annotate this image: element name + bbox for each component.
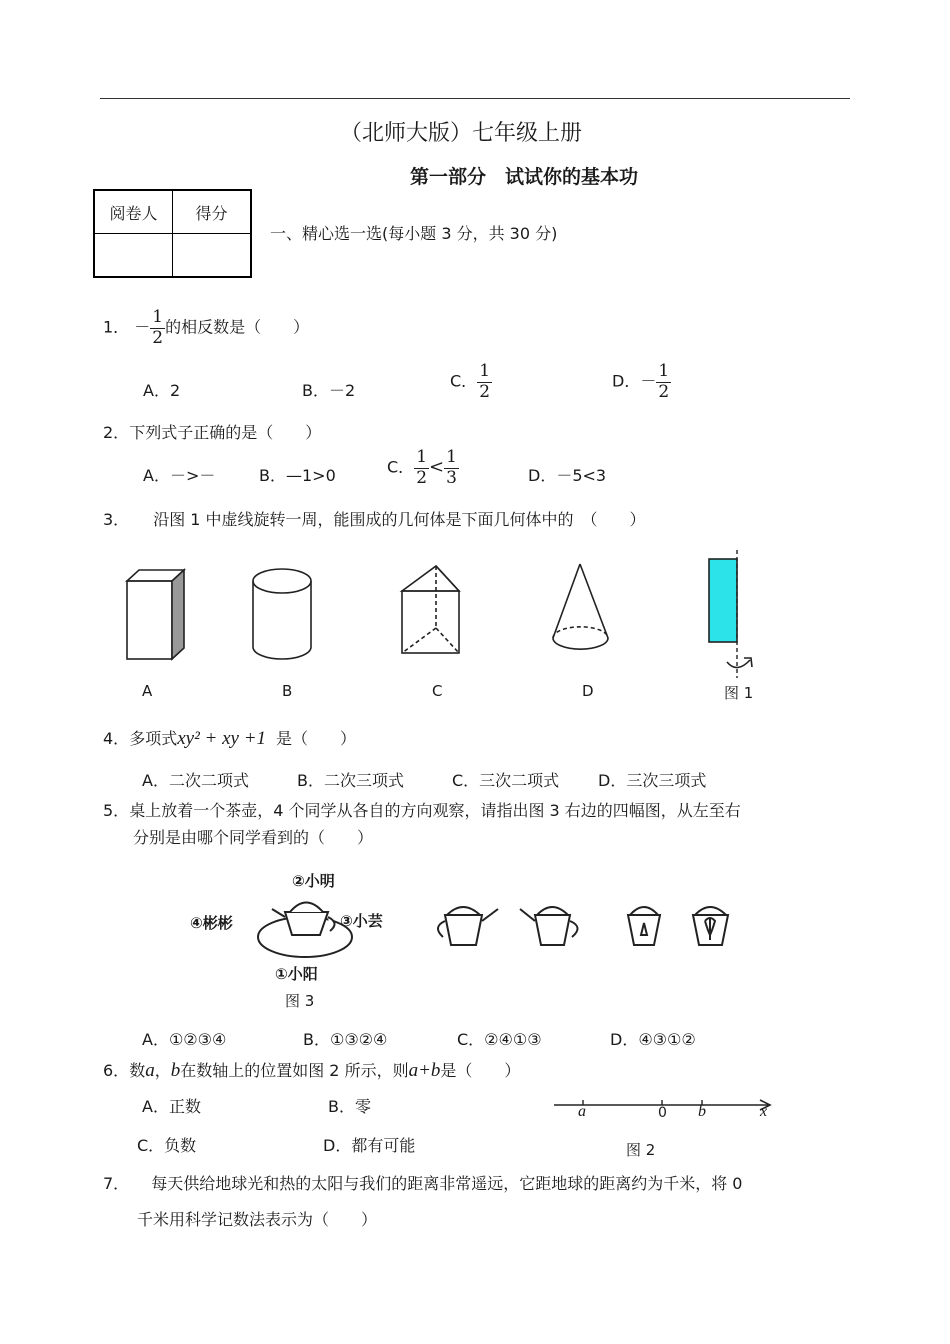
person-left: ④彬彬 bbox=[190, 914, 233, 932]
q4-option-b[interactable]: B．二次三项式 bbox=[297, 771, 404, 790]
solid-label-c: C bbox=[432, 682, 443, 700]
q1-option-b[interactable]: B．－2 bbox=[302, 381, 356, 400]
rotation-rectangle bbox=[709, 550, 752, 678]
cylinder-solid bbox=[253, 569, 311, 659]
axis-label-x: x bbox=[760, 1103, 768, 1120]
q5-option-c[interactable]: C．②④①③ bbox=[457, 1030, 542, 1049]
solid-label-d: D bbox=[582, 682, 594, 700]
q5-option-a[interactable]: A．①②③④ bbox=[142, 1030, 227, 1049]
q1-option-c[interactable]: C． $\frac{1}{2}$ bbox=[450, 361, 491, 402]
axis-label-b: b bbox=[698, 1103, 706, 1120]
q1-option-a[interactable]: A．2 bbox=[143, 381, 181, 400]
triangular-prism-solid bbox=[402, 566, 459, 653]
q2-option-a[interactable]: A．－>－ bbox=[143, 466, 216, 485]
score-table bbox=[93, 189, 252, 278]
axis-label-a: a bbox=[578, 1103, 586, 1120]
question-1-text: 的相反数是（ ） bbox=[165, 317, 310, 337]
score-table-score-cell bbox=[173, 234, 252, 278]
question-1-number: 1． bbox=[103, 317, 130, 337]
axis-label-zero: 0 bbox=[658, 1105, 667, 1121]
polynomial-expression: xy² + xy +1 bbox=[177, 728, 267, 749]
question-1-fraction: $\frac{1}{2}$ bbox=[152, 307, 164, 348]
q6-option-a[interactable]: A．正数 bbox=[142, 1097, 201, 1116]
cone-solid bbox=[553, 564, 608, 649]
question-4: 4．多项式xy² + xy +1 是（ ） bbox=[103, 728, 357, 749]
figure-3-label: 图 3 bbox=[285, 992, 315, 1010]
question-7-line-2: 千米用科学记数法表示为（ ） bbox=[137, 1210, 378, 1229]
score-table-score-header: 得分 bbox=[173, 190, 252, 234]
question-6: 6．数a，b在数轴上的位置如图 2 所示，则a+b是（ ） bbox=[103, 1060, 521, 1081]
solids-figure bbox=[100, 550, 780, 680]
top-rule bbox=[100, 98, 850, 99]
q5-option-b[interactable]: B．①③②④ bbox=[303, 1030, 388, 1049]
q6-option-b[interactable]: B．零 bbox=[328, 1097, 371, 1116]
q6-option-d[interactable]: D．都有可能 bbox=[323, 1136, 416, 1155]
section-heading: 一、精心选一选(每小题 3 分，共 30 分) bbox=[270, 224, 558, 243]
teapot-view-3-icon bbox=[628, 907, 660, 945]
question-5-line-1: 5．桌上放着一个茶壶，4 个同学从各自的方向观察，请指出图 3 右边的四幅图，从左至右 bbox=[103, 801, 741, 820]
figure-2-label: 图 2 bbox=[626, 1141, 656, 1159]
part-heading: 第一部分 试试你的基本功 bbox=[410, 166, 639, 188]
teapot-view-2-icon bbox=[520, 907, 578, 945]
q6-option-c[interactable]: C．负数 bbox=[137, 1136, 197, 1155]
teapot-figure bbox=[250, 885, 750, 965]
q2-option-c[interactable]: C． $\frac{1}{2}$ < $\frac{1}{3}$ bbox=[387, 447, 457, 488]
q2-option-d[interactable]: D．－5<3 bbox=[528, 466, 607, 485]
figure-1-label: 图 1 bbox=[724, 684, 754, 702]
q5-option-d[interactable]: D．④③①② bbox=[610, 1030, 696, 1049]
question-7-line-1: 7． 每天供给地球光和热的太阳与我们的距离非常遥远，它距地球的距离约为千米，将 0 bbox=[103, 1174, 743, 1193]
page-title: （北师大版）七年级上册 bbox=[340, 121, 583, 146]
q4-option-c[interactable]: C．三次二项式 bbox=[452, 771, 560, 790]
teapot-view-4-icon bbox=[693, 907, 728, 945]
person-right: ③小芸 bbox=[340, 912, 383, 930]
question-1 bbox=[103, 308, 309, 348]
q2-option-b[interactable]: B．—1>0 bbox=[259, 466, 336, 485]
prism-solid bbox=[127, 570, 184, 659]
question-1-minus: － bbox=[134, 317, 151, 337]
question-3: 3． 沿图 1 中虚线旋转一周，能围成的几何体是下面几何体中的 （ ） bbox=[103, 510, 646, 529]
score-table-grader-cell bbox=[94, 234, 173, 278]
solid-label-a: A bbox=[142, 682, 153, 700]
q1-option-d[interactable]: D．－ $\frac{1}{2}$ bbox=[612, 361, 670, 402]
teapot-view-1-icon bbox=[438, 907, 498, 945]
q4-option-d[interactable]: D．三次三项式 bbox=[598, 771, 707, 790]
score-table-grader-header: 阅卷人 bbox=[94, 190, 173, 234]
person-bottom: ①小阳 bbox=[275, 965, 318, 983]
solid-label-b: B bbox=[282, 682, 293, 700]
q4-option-a[interactable]: A．二次二项式 bbox=[142, 771, 249, 790]
question-5-line-2: 分别是由哪个同学看到的（ ） bbox=[133, 828, 374, 847]
person-top: ②小明 bbox=[292, 872, 335, 890]
question-2: 2．下列式子正确的是（ ） bbox=[103, 423, 322, 442]
